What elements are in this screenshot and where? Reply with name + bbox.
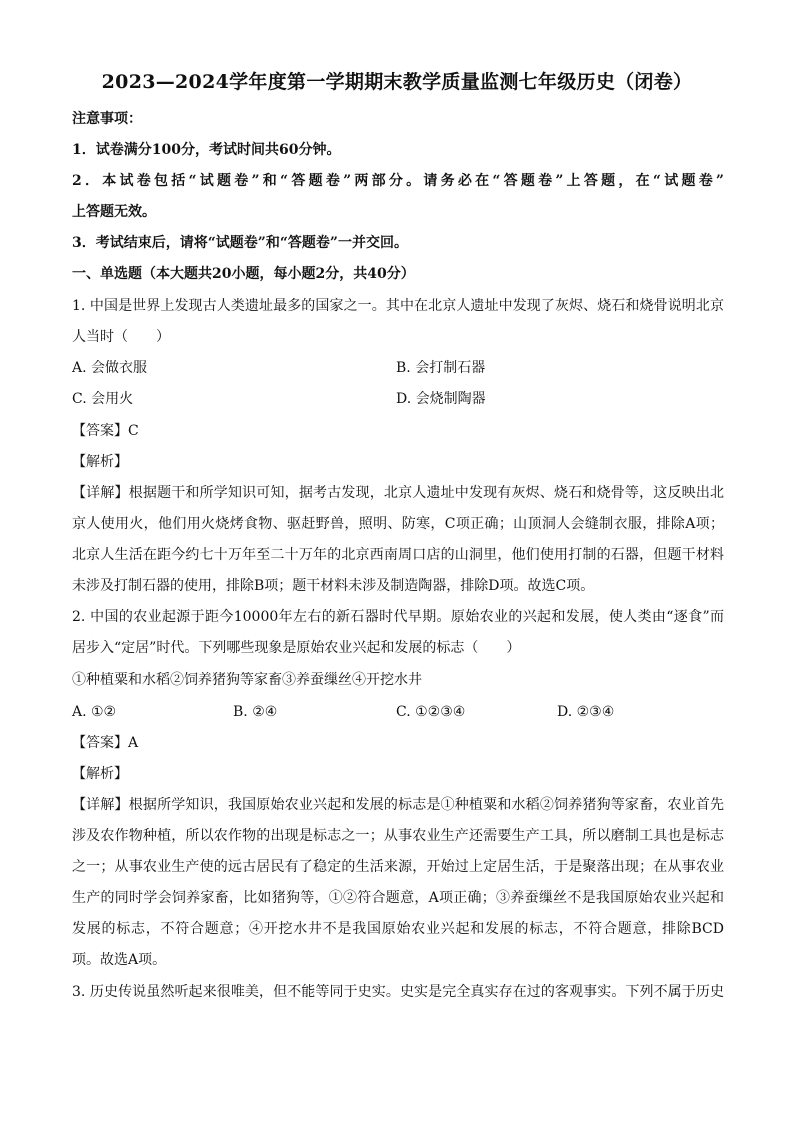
question-2-detail: 涉及农作物种植，所以农作物的出现是标志之一；从事农业生产还需要生产工具，所以磨制工具也是标志 xyxy=(72,828,724,844)
notice-item: 3．考试结束后，请将“试题卷”和“答题卷”一并交回。 xyxy=(72,235,408,251)
question-1-option-a: A. 会做衣服 xyxy=(72,360,148,376)
notice-item: 1．试卷满分100分，考试时间共60分钟。 xyxy=(72,142,341,158)
question-2-detail: 之一；从事农业生产使的远古居民有了稳定的生活来源，开始过上定居生活，于是聚落出现；在从事农业 xyxy=(72,859,724,875)
question-2-detail: 发展的标志，不符合题意；④开挖水井不是我国原始农业兴起和发展的标志，不符合题意，排除BCD xyxy=(72,921,724,937)
question-2-option-d: D. ②③④ xyxy=(557,704,615,720)
question-2-stem: 2. 中国的农业起源于距今10000年左右的新石器时代早期。原始农业的兴起和发展，使人类由“逐食”而 xyxy=(72,609,724,625)
notice-heading: 注意事项： xyxy=(72,111,142,127)
question-2-detail: 生产的同时学会饲养家畜，比如猪狗等，①②符合题意，A项正确；③养蚕缫丝不是我国原始农业兴起和 xyxy=(72,890,724,906)
question-1-stem: 人当时（ ） xyxy=(72,329,170,345)
notice-item: 2．本试卷包括“试题卷”和“答题卷”两部分。请务必在“答题卷”上答题，在“试题卷” xyxy=(72,173,724,189)
question-2-stem: ①种植粟和水稻②饲养猪狗等家畜③养蚕缫丝④开挖水井 xyxy=(72,672,422,688)
question-1-option-b: B. 会打制石器 xyxy=(396,360,486,376)
section-heading: 一、单选题（本大题共20小题，每小题2分，共40分） xyxy=(72,266,415,282)
question-1-detail: 北京人生活在距今约七十万年至二十万年的北京西南周口店的山洞里，他们使用打制的石器，但题干材料 xyxy=(72,547,724,563)
question-1-option-c: C. 会用火 xyxy=(72,391,134,407)
question-2-option-b: B. ②④ xyxy=(233,704,278,720)
question-1-answer: 【答案】C xyxy=(72,423,139,439)
question-1-option-d: D. 会烧制陶器 xyxy=(396,391,486,407)
page-title: 2023—2024学年度第一学期期末教学质量监测七年级历史（闭卷） xyxy=(101,71,693,93)
question-2-option-c: C. ①②③④ xyxy=(396,704,466,720)
question-2-detail: 项。故选A项。 xyxy=(72,952,167,968)
notice-item: 上答题无效。 xyxy=(72,204,156,220)
question-2-analysis-label: 【解析】 xyxy=(72,766,128,782)
question-1-detail: 未涉及打制石器的使用，排除B项；题干材料未涉及制造陶器，排除D项。故选C项。 xyxy=(72,578,595,594)
question-1-analysis-label: 【解析】 xyxy=(72,454,128,470)
question-1-detail: 【详解】根据题干和所学知识可知，据考古发现，北京人遗址中发现有灰烬、烧石和烧骨等，这反映出北 xyxy=(72,485,724,501)
question-1-stem: 1. 中国是世界上发现古人类遗址最多的国家之一。其中在北京人遗址中发现了灰烬、烧石和烧骨说明北京 xyxy=(72,298,724,314)
question-2-answer: 【答案】A xyxy=(72,735,139,751)
question-3-stem: 3. 历史传说虽然听起来很唯美，但不能等同于史实。史实是完全真实存在过的客观事实。下列不属于历史 xyxy=(72,984,724,1000)
question-1-detail: 京人使用火，他们用火烧烤食物、驱赶野兽，照明、防寒，C项正确；山顶洞人会缝制衣服，排除A项； xyxy=(72,516,724,532)
question-2-detail: 【详解】根据所学知识，我国原始农业兴起和发展的标志是①种植粟和水稻②饲养猪狗等家畜，农业首先 xyxy=(72,797,724,813)
question-2-option-a: A. ①② xyxy=(72,704,117,720)
question-2-stem: 居步入“定居”时代。下列哪些现象是原始农业兴起和发展的标志（ ） xyxy=(72,640,521,656)
